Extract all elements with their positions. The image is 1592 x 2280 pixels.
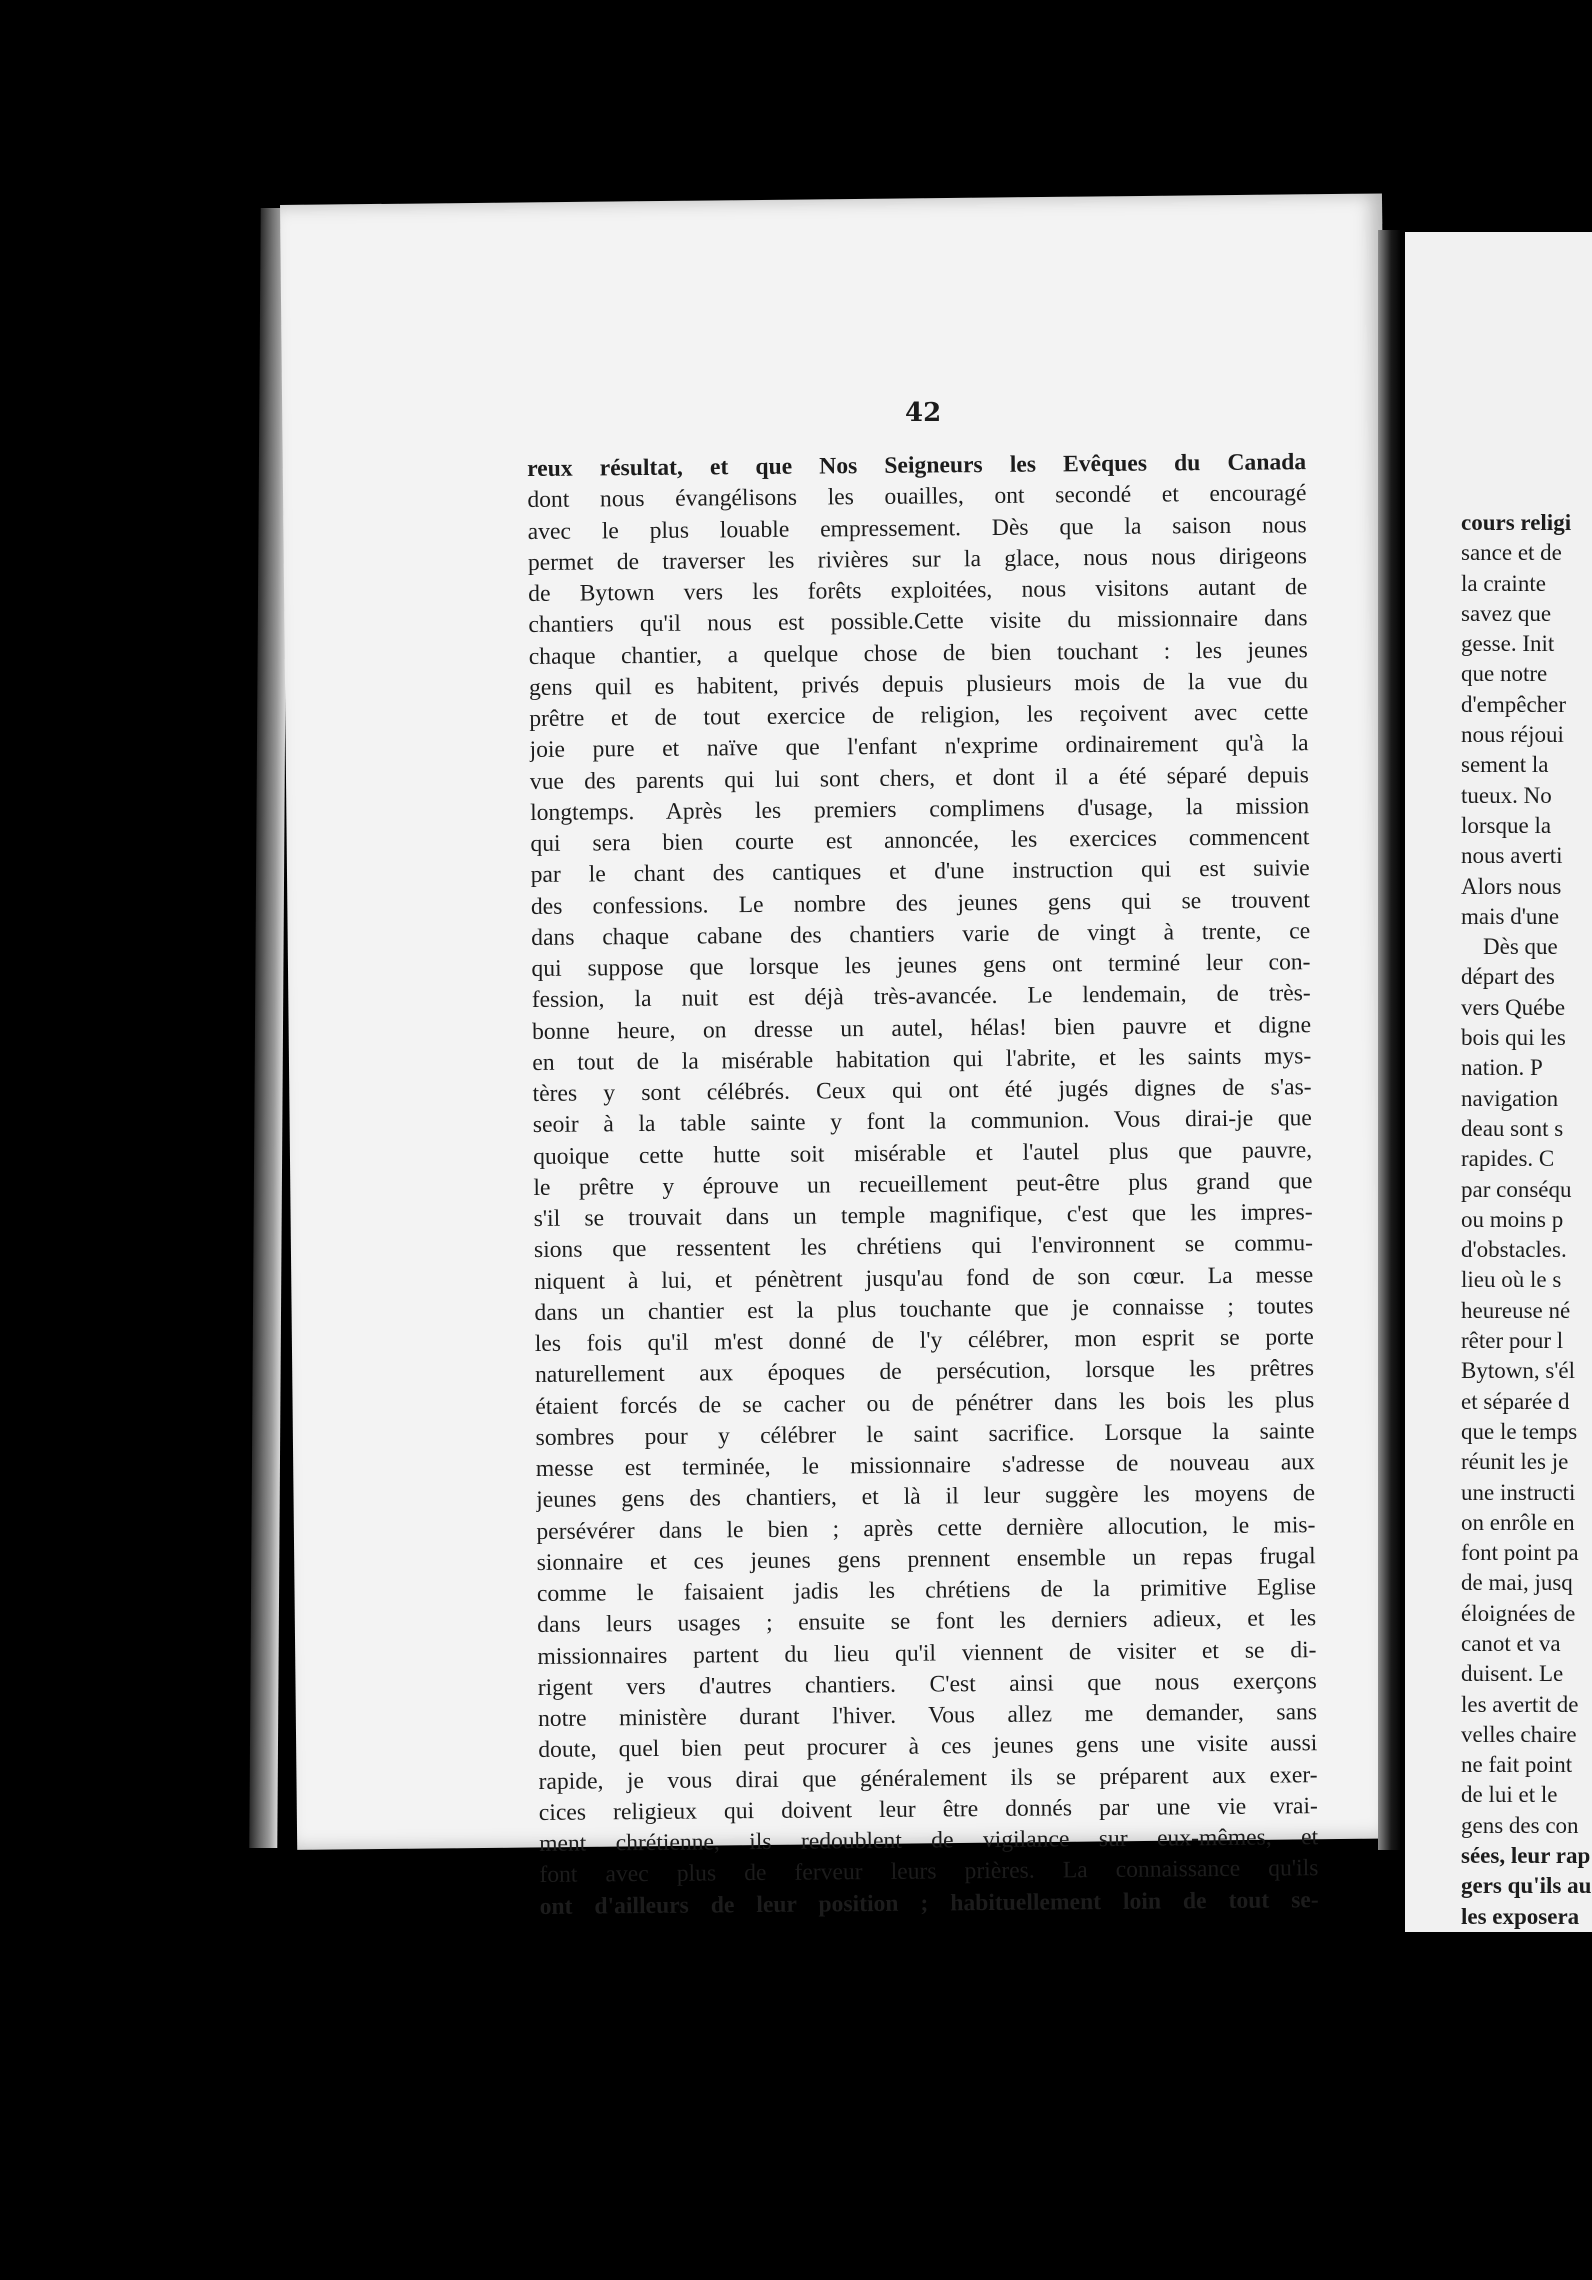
right-text-line: d'empêcher: [1461, 691, 1567, 717]
text-line: sions que ressentent les chrétiens qui l'environnent se commu-: [533, 1230, 1314, 1264]
right-text-line: tueux. No: [1461, 782, 1552, 808]
right-text-line: velles chaire: [1461, 1721, 1577, 1747]
right-text-line: d'obstacles.: [1461, 1237, 1567, 1263]
right-page-text-block: [1461, 508, 1592, 1932]
page-gutter: [1378, 230, 1400, 1850]
right-text-line: savez que: [1461, 600, 1552, 626]
right-text-line: canot et va: [1461, 1630, 1561, 1656]
right-text-line: Bytown, s'él: [1461, 1358, 1576, 1384]
text-line: dont nous évangélisons les ouailles, ont secondé et encouragé: [527, 480, 1307, 514]
text-line: les fois qu'il m'est donné de l'y célébrer, mon esprit se porte: [534, 1324, 1314, 1357]
right-text-line: sées, leur rap: [1461, 1843, 1591, 1869]
text-line: qui suppose que lorsque les jeunes gens ont terminé leur con-: [531, 949, 1311, 982]
text-line: sombres pour y célébrer le saint sacrifice. Lorsque la sainte: [535, 1417, 1315, 1451]
text-line: de Bytown vers les forêts exploitées, nous visitons autant de: [528, 574, 1308, 607]
text-line: font avec plus de ferveur leurs prières. La connaissance qu'ils: [539, 1855, 1319, 1889]
right-text-line: rêter pour l: [1461, 1328, 1564, 1354]
text-line: bonne heure, on dresse un autel, hélas! bien pauvre et digne: [531, 1011, 1312, 1045]
text-line: niquent à lui, et pénètrent jusqu'au fond de son cœur. La messe: [534, 1261, 1314, 1295]
right-text-line: mais d'une: [1461, 903, 1560, 929]
right-text-line: ne fait point: [1461, 1752, 1573, 1778]
right-text-line: que notre: [1461, 661, 1548, 687]
text-line: missionnaires partent du lieu qu'il viennent de visiter et se di-: [537, 1636, 1317, 1670]
text-line: dans leurs usages ; ensuite se font les derniers adieux, et les: [537, 1605, 1317, 1639]
text-line: persévérer dans le bien ; après cette dernière allocution, le mis-: [536, 1511, 1316, 1545]
text-line: joie pure et naïve que l'enfant n'exprime ordinairement qu'à la: [529, 730, 1309, 764]
text-line: naturellement aux époques de persécution, lorsque les prêtres: [534, 1355, 1315, 1389]
text-line: chantiers qu'il nous est possible.Cette visite du missionnaire dans: [528, 605, 1308, 639]
right-text-line: navigation: [1461, 1085, 1559, 1111]
right-text-line: lorsque la: [1461, 812, 1552, 838]
text-line: qui sera bien courte est annoncée, les exercices commencent: [530, 824, 1310, 857]
text-line: messe est terminée, le missionnaire s'adresse de nouveau aux: [535, 1449, 1315, 1482]
text-line: rigent vers d'autres chantiers. C'est ainsi que nous exerçons: [537, 1667, 1317, 1701]
page-number: 42: [905, 398, 942, 428]
text-line: comme le faisaient jadis les chrétiens de la primitive Eglise: [536, 1574, 1317, 1607]
right-text-line: on enrôle en: [1461, 1509, 1575, 1535]
text-line: longtemps. Après les premiers complimens d'usage, la mission: [530, 792, 1310, 826]
right-text-line: une instructi: [1461, 1479, 1576, 1505]
text-line: ont d'ailleurs de leur position ; habituellement loin de tout se-: [539, 1886, 1319, 1920]
text-line: rapide, je vous dirai que généralement ils se préparent aux exer-: [538, 1761, 1318, 1795]
main-text-block: [527, 447, 1319, 1922]
text-line: prêtre et de tout exercice de religion, les reçoivent avec cette: [529, 699, 1309, 732]
right-text-line: les exposera: [1461, 1903, 1580, 1929]
text-line: sionnaire et ces jeunes gens prennent ensemble un repas frugal: [536, 1542, 1316, 1576]
right-text-line: sement la: [1461, 752, 1549, 778]
text-line: s'il se trouvait dans un temple magnifique, c'est que les impres-: [533, 1199, 1313, 1232]
right-text-line: bois qui les: [1461, 1025, 1566, 1051]
text-line: avec le plus louable empressement. Dès que la saison nous: [527, 511, 1307, 545]
right-text-line: sance et de: [1461, 540, 1562, 566]
text-line: reux résultat, et que Nos Seigneurs les Evêques du Canada: [527, 449, 1307, 482]
right-text-line: vers Québe: [1461, 994, 1566, 1020]
text-line: quoique cette hutte soit misérable et l'autel plus que pauvre,: [533, 1136, 1313, 1170]
text-line: chaque chantier, a quelque chose de bien touchant : les jeunes: [528, 636, 1308, 670]
right-text-line: rapides. C: [1461, 1146, 1555, 1172]
text-line: par le chant des cantiques et d'une instruction qui est suivie: [530, 855, 1310, 889]
right-text-line: les avertit de: [1461, 1691, 1579, 1717]
right-text-line: cours religi: [1461, 510, 1572, 535]
right-text-line: gesse. Init: [1461, 631, 1555, 657]
right-text-line: de mai, jusq: [1461, 1570, 1573, 1596]
right-text-line: duisent. Le: [1461, 1661, 1564, 1687]
right-text-line: que le temps: [1461, 1418, 1578, 1444]
right-text-line: nation. P: [1461, 1055, 1543, 1081]
text-line: dans un chantier est la plus touchante que je connaisse ; toutes: [534, 1292, 1314, 1326]
text-line: le prêtre y éprouve un recueillement peut-être plus grand que: [533, 1167, 1313, 1201]
text-line: des confessions. Le nombre des jeunes gens qui se trouvent: [530, 886, 1311, 920]
text-line: doute, quel bien peut procurer à ces jeunes gens une visite aussi: [538, 1730, 1318, 1764]
text-line: notre ministère durant l'hiver. Vous allez me demander, sans: [537, 1699, 1318, 1732]
right-text-line: Alors nous: [1461, 873, 1562, 899]
right-text-line: éloignées de: [1461, 1600, 1576, 1626]
right-text-line: font point pa: [1461, 1540, 1579, 1566]
right-text-line: et séparée d: [1461, 1388, 1570, 1414]
text-line: dans chaque cabane des chantiers varie de vingt à trente, ce: [531, 917, 1311, 951]
right-text-line: départ des: [1461, 964, 1555, 990]
text-line: cices religieux qui doivent leur être donnés par une vie vrai-: [538, 1792, 1318, 1826]
right-text-line: Dès que: [1483, 934, 1558, 960]
right-text-line: par conséqu: [1461, 1176, 1572, 1202]
right-text-line: gens des con: [1461, 1812, 1579, 1838]
text-line: gens quil es habitent, privés depuis plusieurs mois de la vue du: [528, 667, 1309, 701]
right-text-line: nous averti: [1461, 843, 1563, 869]
right-text-line: nous réjoui: [1461, 722, 1564, 748]
text-line: seoir à la table sainte y font la communion. Vous dirai-je que: [532, 1105, 1312, 1139]
text-line: fession, la nuit est déjà très-avancée. Le lendemain, de très-: [531, 980, 1311, 1014]
text-line: en tout de la misérable habitation qui l'abrite, et les saints mys-: [532, 1042, 1312, 1076]
right-text-line: lieu où le s: [1461, 1267, 1562, 1293]
right-text-line: deau sont s: [1461, 1115, 1564, 1141]
right-text-line: réunit les je: [1461, 1449, 1569, 1475]
right-text-line: gers qu'ils au: [1461, 1873, 1592, 1899]
right-text-line: la crainte: [1461, 570, 1546, 596]
text-line: ment chrétienne, ils redoublent de vigilance sur eux-mêmes, et: [539, 1824, 1319, 1857]
text-line: permet de traverser les rivières sur la glace, nous nous dirigeons: [527, 542, 1308, 576]
right-text-line: de lui et le: [1461, 1782, 1558, 1808]
right-text-line: heureuse né: [1461, 1297, 1571, 1323]
right-text-line: ou moins p: [1461, 1206, 1564, 1232]
text-line: vue des parents qui lui sont chers, et dont il a été séparé depuis: [529, 761, 1309, 795]
text-line: étaient forcés de se cacher ou de pénétrer dans les bois les plus: [535, 1386, 1315, 1420]
text-line: tères y sont célébrés. Ceux qui ont été jugés dignes de s'as-: [532, 1074, 1312, 1107]
text-line: jeunes gens des chantiers, et là il leur suggère les moyens de: [536, 1480, 1316, 1514]
